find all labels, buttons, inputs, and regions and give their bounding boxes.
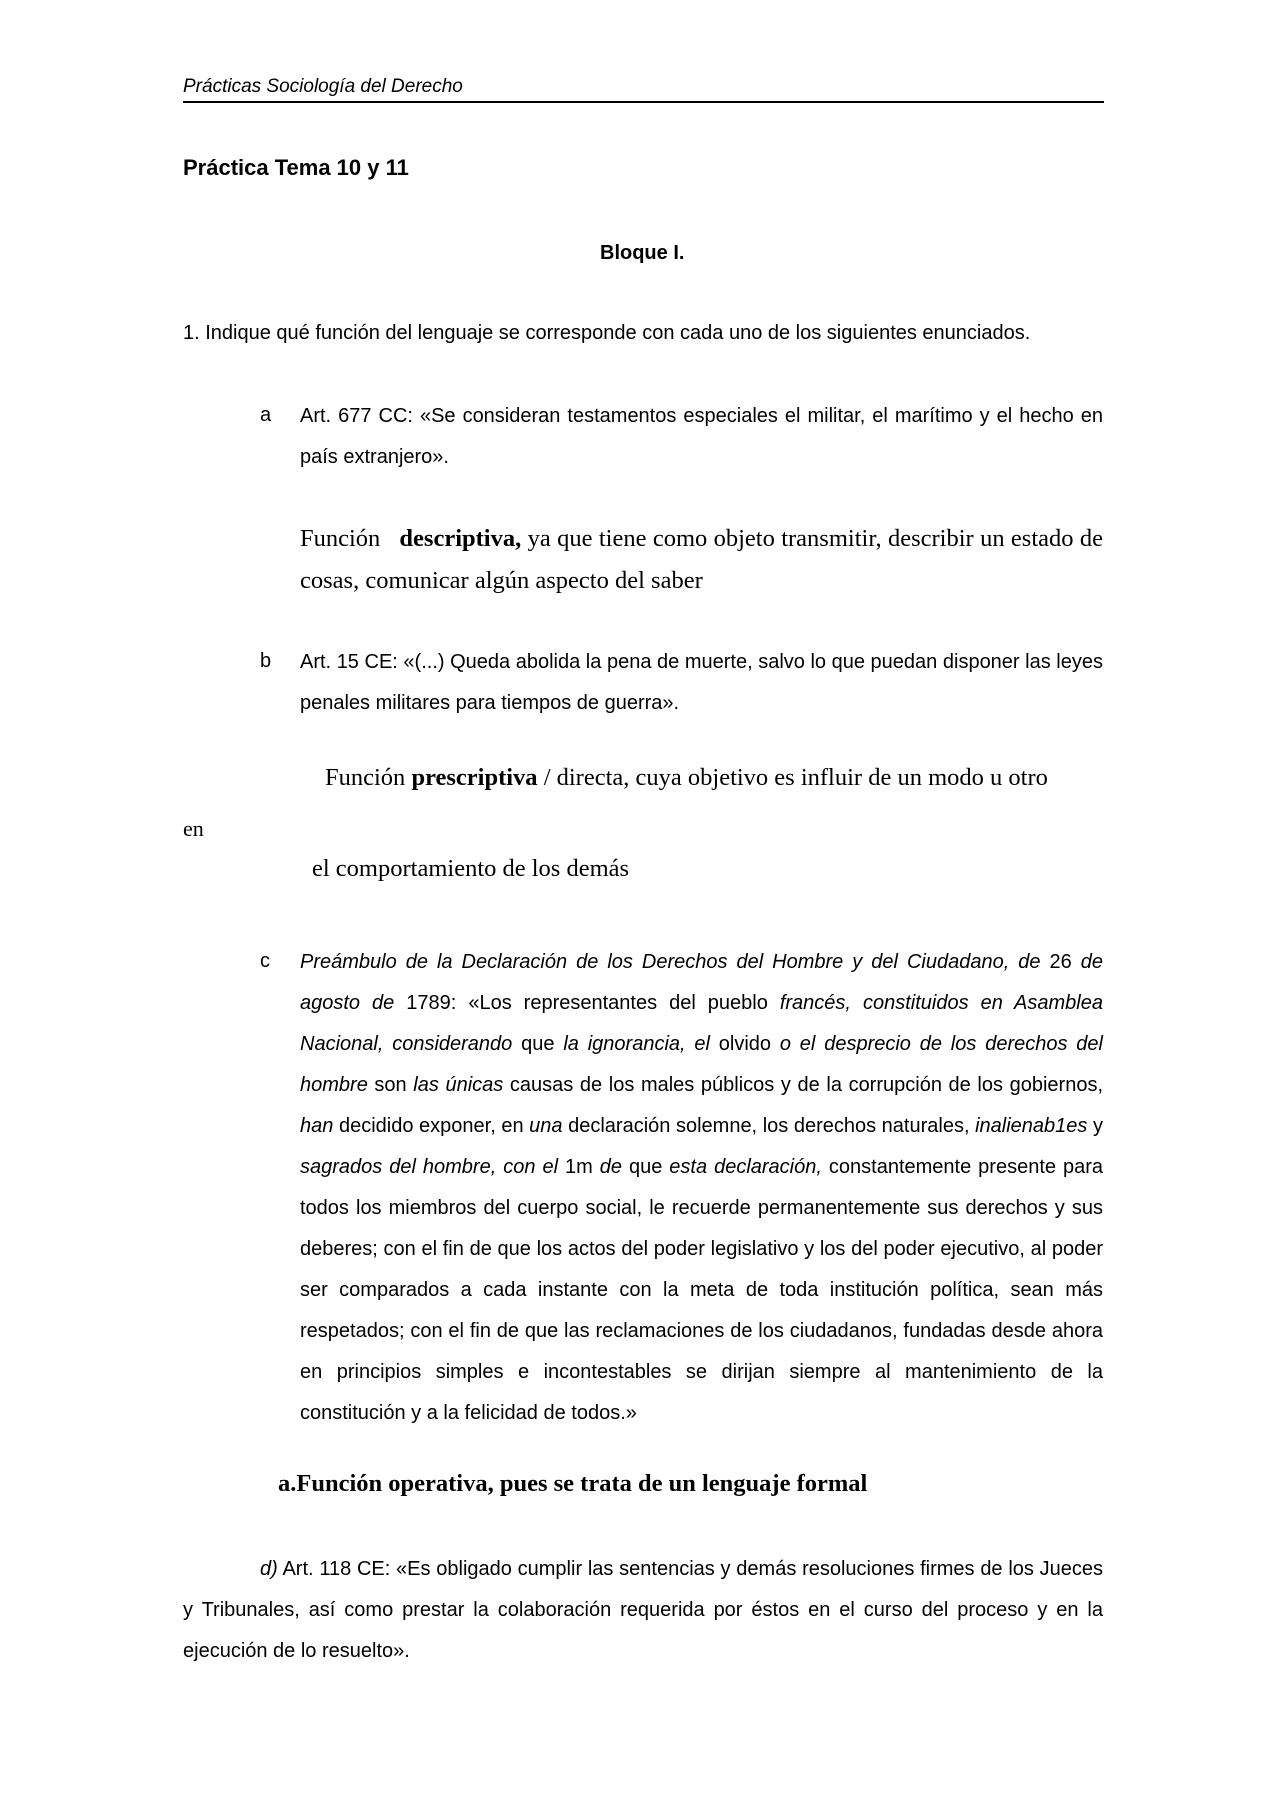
item-c-text xyxy=(300,942,1103,1434)
item-c-segment: han xyxy=(300,1115,334,1137)
item-c-segment: 1m xyxy=(558,1156,600,1178)
item-c-segment: son xyxy=(367,1074,414,1096)
item-c-marker: c xyxy=(260,950,270,972)
item-d-text: Art. 118 CE: «Es obligado cumplir las sentencias y demás resoluciones firmes de los Jueces y Tribunales, así como prestar la colaboración requerida por éstos en el curso del proceso y en la ejecución de lo resuelto». xyxy=(183,1558,1104,1662)
item-c-segment: 26 xyxy=(1040,951,1081,973)
item-c-segment: y xyxy=(1087,1115,1103,1137)
item-c-segment: causas de los males públicos y de la corrupción de los gobiernos, xyxy=(503,1074,1104,1096)
item-d xyxy=(183,1549,1103,1672)
item-c-answer: a.Función operativa, pues se trata de un lenguaje formal xyxy=(278,1470,868,1497)
item-c-segment: de agosto de xyxy=(300,951,1103,1014)
item-d-marker: d) xyxy=(260,1558,278,1580)
running-header: Prácticas Sociología del Derecho xyxy=(183,76,463,97)
item-c-segment: esta declaración, xyxy=(669,1156,822,1178)
item-c-segment: que xyxy=(621,1156,670,1178)
item-c-segment: 1789: «Los representantes del pueblo xyxy=(394,992,780,1014)
item-c-segment: o el desprecio de los derechos del hombre xyxy=(300,1033,1103,1096)
item-b-answer-rest: / directa, cuya objetivo es influir de un modo u otro xyxy=(543,764,1048,791)
item-c-segment: sagrados del hombre, con el xyxy=(300,1156,559,1178)
item-c-segment: que xyxy=(512,1033,564,1055)
item-c-segment: una xyxy=(529,1115,563,1137)
item-c-segment: declaración solemne, los derechos naturales, xyxy=(562,1115,976,1137)
item-b-answer-left-word: en xyxy=(183,816,204,841)
item-a-answer-rest: ya que tiene como objeto transmitir, describir un estado de cosas, comunicar algún aspecto del saber xyxy=(300,525,1104,594)
item-c-segment: constantemente presente para todos los miembros del cuerpo social, le recuerde permanentemente sus derechos y sus deberes; con el fin de que los actos del poder legislativo y los del poder ejecutivo, al poder ser comparados a cada instante con la meta de toda institución política, sean más respetados; con el fin de que las reclamaciones de los ciudadanos, fundadas desde ahora en principios simples e incontestables se dirijan siempre al mantenimiento de la constitución y a la felicidad de todos.» xyxy=(300,1156,1103,1424)
page-title: Práctica Tema 10 y 11 xyxy=(183,155,409,180)
item-a-answer xyxy=(300,518,1103,602)
item-a-answer-bold: descriptiva, xyxy=(399,525,522,552)
item-c-segment: de xyxy=(599,1156,622,1178)
item-a-marker: a xyxy=(260,404,272,426)
item-b-marker: b xyxy=(260,650,272,672)
item-c-segment: decidido exponer, en xyxy=(333,1115,530,1137)
header-rule xyxy=(183,101,1104,103)
block-title: Bloque I. xyxy=(600,242,685,264)
item-c-segment: Preámbulo de la Declaración de los Derechos del Hombre y del Ciudadano, de xyxy=(300,951,1041,973)
item-c-segment: olvido xyxy=(709,1033,780,1055)
item-b-answer-prefix: Función xyxy=(325,764,406,791)
item-c-segment: inalienab1es xyxy=(975,1115,1088,1137)
item-c-segment: la ignorancia, el xyxy=(563,1033,710,1055)
item-b-text: Art. 15 CE: «(...) Queda abolida la pena de muerte, salvo lo que puedan disponer las leyes penales militares para tiempos de guerra». xyxy=(300,651,1103,714)
item-c-segment: francés, constituidos en Asamblea Nacional, considerando xyxy=(300,992,1103,1055)
question-1: 1. Indique qué función del lenguaje se corresponde con cada uno de los siguientes enunciados. xyxy=(183,322,1031,344)
item-a-answer-prefix: Función xyxy=(300,525,381,552)
item-b-answer-line3: el comportamiento de los demás xyxy=(312,855,630,882)
item-b-answer-line1 xyxy=(325,764,1048,792)
item-b-answer-bold: prescriptiva xyxy=(411,764,538,791)
item-a-text: Art. 677 CC: «Se consideran testamentos especiales el militar, el marítimo y el hecho en país extranjero». xyxy=(300,405,1103,468)
item-c-segment: las únicas xyxy=(413,1074,504,1096)
